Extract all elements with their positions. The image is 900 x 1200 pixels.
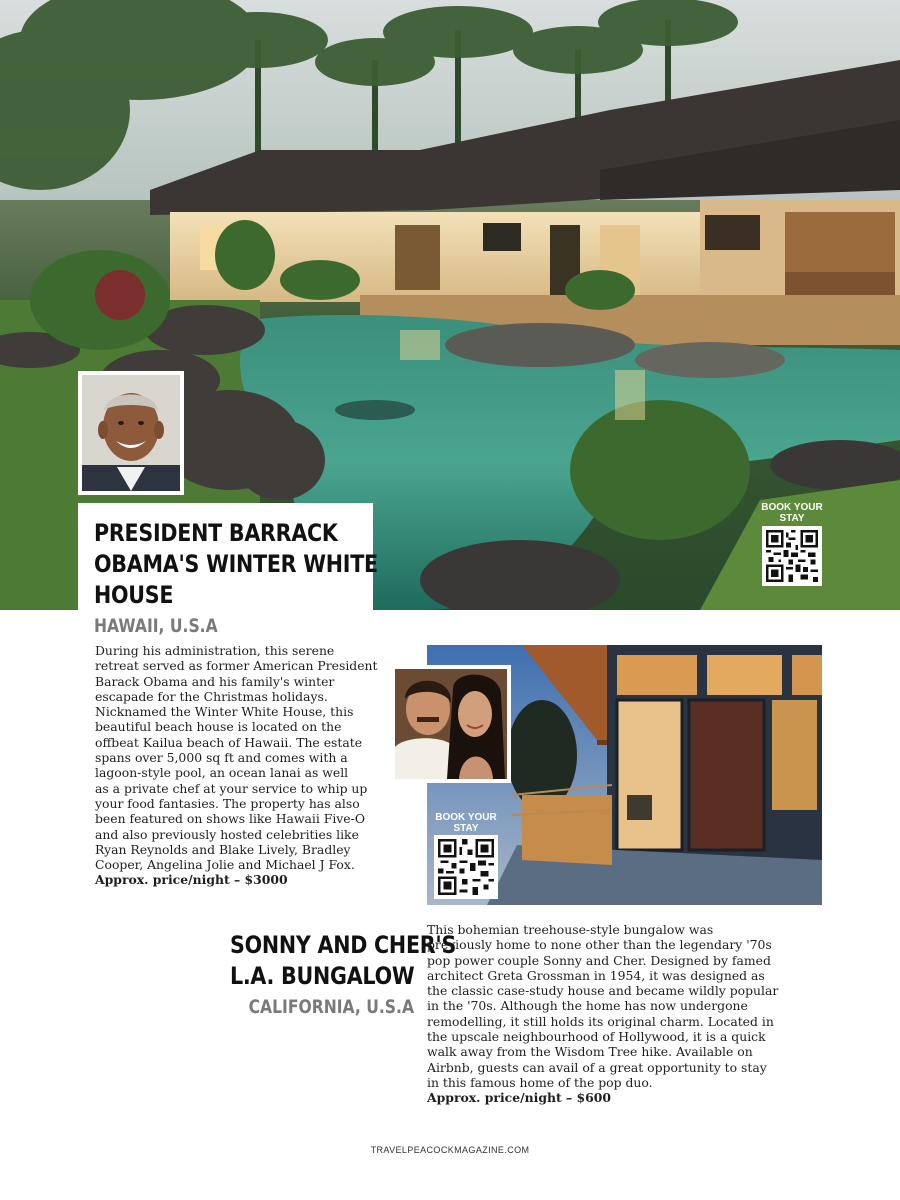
description-line: in this famous home of the pop duo. [427, 1074, 653, 1090]
hero-title-line: OBAMA'S WINTER WHITE [94, 550, 378, 578]
hero-title-line: PRESIDENT BARRACK [94, 519, 338, 547]
bungalow-location: CALIFORNIA, U.S.A [248, 996, 414, 1018]
description-line: Airbnb, guests can avail of a great opportunity to stay [427, 1059, 767, 1075]
hero-qr-code[interactable] [762, 526, 822, 586]
book-label-line: BOOK YOUR [435, 812, 497, 823]
description-line: escapade for the Christmas holidays. [95, 688, 328, 704]
description-line: Cooper, Angelina Jolie and Michael J Fox. [95, 857, 355, 873]
description-line: as a private chef at your service to whip up [95, 780, 368, 796]
description-line: pop power couple Sonny and Cher. Designed by famed [427, 952, 771, 968]
bungalow-description [427, 922, 778, 1106]
description-line: in the '70s. Although the home has now undergone [427, 998, 748, 1014]
sonny-and-cher-portrait [391, 665, 511, 783]
bungalow-qr-code[interactable] [434, 835, 498, 899]
description-line: remodelling, it still holds its original charm. Located in [427, 1013, 774, 1029]
description-line: beautiful beach house is located on the [95, 719, 342, 735]
book-label-line: STAY [779, 513, 805, 524]
description-line: the classic case-study house and became wildly popular [427, 983, 779, 999]
hero-title-card [78, 503, 378, 610]
bungalow-book-label [430, 812, 502, 834]
bungalow-title-line: L.A. BUNGALOW [229, 962, 415, 990]
book-label-line: STAY [453, 823, 479, 834]
description-line: During his administration, this serene [95, 643, 335, 658]
bungalow-title [200, 930, 457, 992]
description-line: architect Greta Grossman in 1954, it was designed as [427, 967, 765, 983]
description-line: the upscale neighbourhood of Hollywood, it is a quick [427, 1029, 766, 1045]
bungalow-title-line: SONNY AND CHER'S [229, 931, 457, 959]
hero-title-line: HOUSE [94, 581, 174, 609]
description-line: Nicknamed the Winter White House, this [95, 704, 354, 720]
hero-location: HAWAII, U.S.A [94, 615, 218, 637]
description-line: and also previously hosted celebrities like [95, 826, 359, 842]
hero-book-label [756, 502, 828, 524]
description-line: walk away from the Wisdom Tree hike. Available on [427, 1044, 753, 1060]
description-line: offbeat Kailua beach of Hawaii. The estate [95, 734, 363, 750]
description-line: This bohemian treehouse-style bungalow was [427, 922, 714, 937]
bungalow-price: Approx. price/night – $600 [427, 1090, 612, 1106]
description-line: lagoon-style pool, an ocean lanai as well [95, 765, 349, 781]
description-line: Barack Obama and his family's winter [95, 673, 335, 689]
description-line: previously home to none other than the legendary '70s [427, 937, 772, 953]
hero-title [94, 518, 378, 611]
hero-description [95, 643, 378, 888]
description-line: been featured on shows like Hawaii Five-O [95, 811, 365, 827]
book-label-line: BOOK YOUR [761, 502, 823, 513]
description-line: Ryan Reynolds and Blake Lively, Bradley [95, 841, 351, 857]
footer-site-url[interactable]: TRAVELPEACOCKMAGAZINE.COM [370, 1145, 530, 1155]
description-line: spans over 5,000 sq ft and comes with a [95, 750, 348, 766]
obama-portrait [78, 371, 184, 495]
description-line: your food fantasies. The property has also [95, 795, 360, 811]
description-line: retreat served as former American President [95, 658, 378, 674]
hero-price: Approx. price/night – $3000 [95, 872, 288, 888]
